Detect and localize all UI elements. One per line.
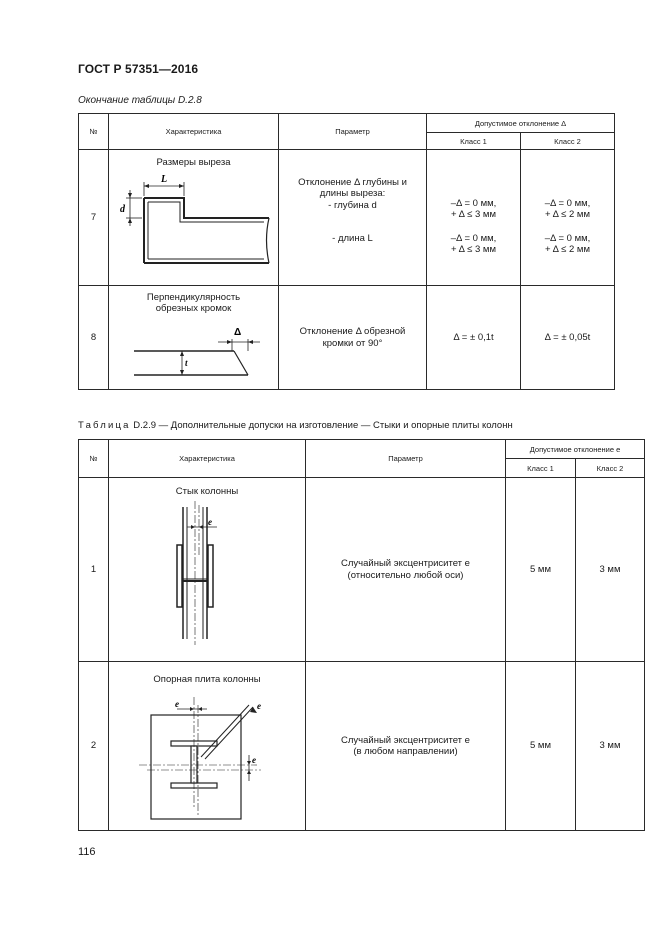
cutout-figure (114, 168, 274, 268)
table-row (79, 150, 615, 286)
label-delta: Δ (233, 326, 241, 338)
param-line1: Отклонение Δ обрезной (299, 326, 406, 338)
characteristic-text: Опорная плита колонны (153, 674, 261, 685)
class2-length-line1: –Δ = 0 мм, (544, 232, 591, 244)
label-d: d (119, 204, 125, 216)
characteristic-cell (109, 150, 279, 286)
parameter-cell (306, 478, 506, 662)
table-title-prefix: Таблица (78, 420, 131, 431)
characteristic-text-1: Перпендикулярность (146, 292, 241, 303)
header-characteristic: Характеристика (109, 114, 279, 150)
header-characteristic: Характеристика (109, 440, 306, 478)
characteristic-cell (109, 286, 279, 390)
label-e: e (208, 517, 212, 528)
class1-cell: 5 мм (506, 662, 576, 831)
perpendicularity-figure (114, 315, 274, 387)
class1-cell: 5 мм (506, 478, 576, 662)
class1-depth-line1: –Δ = 0 мм, (450, 197, 497, 209)
header-parameter: Параметр (279, 114, 427, 150)
characteristic-text: Стык колонны (175, 486, 239, 497)
header-class1: Класс 1 (506, 459, 576, 478)
class1-length-line2: + Δ ≤ 3 мм (451, 243, 496, 255)
class1-cell (427, 150, 521, 286)
characteristic-text: Размеры выреза (156, 157, 231, 168)
table-d29-title (78, 420, 513, 431)
class2-cell: 3 мм (576, 662, 645, 831)
table-row (79, 286, 615, 390)
base-plate-figure (137, 685, 277, 825)
header-parameter: Параметр (306, 440, 506, 478)
header-num: № (79, 114, 109, 150)
param-intro-2: длины выреза: (319, 188, 386, 200)
standard-title: ГОСТ Р 57351—2016 (78, 62, 199, 76)
table-row (79, 662, 645, 831)
class1-cell: Δ = ± 0,1t (427, 286, 521, 390)
column-splice-figure (147, 497, 267, 647)
header-tolerance: Допустимое отклонение e (506, 440, 645, 459)
parameter-cell (306, 662, 506, 831)
class2-cell (521, 150, 615, 286)
header-num: № (79, 440, 109, 478)
class2-length-line2: + Δ ≤ 2 мм (545, 243, 590, 255)
class2-cell: 3 мм (576, 478, 645, 662)
param-depth: - глубина d (328, 199, 377, 211)
class2-depth-line2: + Δ ≤ 2 мм (545, 209, 590, 221)
header-tolerance: Допустимое отклонение Δ (427, 114, 615, 133)
class1-length-line1: –Δ = 0 мм, (450, 232, 497, 244)
table-continuation-caption: Окончание таблицы D.2.8 (78, 95, 202, 106)
label-t: t (184, 357, 188, 368)
row-num: 1 (79, 478, 109, 662)
row-num: 8 (79, 286, 109, 390)
class1-depth-line2: + Δ ≤ 3 мм (451, 209, 496, 221)
characteristic-text-2: обрезных кромок (155, 303, 232, 315)
parameter-cell (279, 286, 427, 390)
characteristic-cell (109, 478, 306, 662)
param-line1: Случайный эксцентриситет e (341, 558, 470, 570)
label-L: L (160, 174, 167, 186)
table-row (79, 478, 645, 662)
table-d29 (78, 439, 645, 831)
label-e-diagonal: e (257, 701, 261, 712)
parameter-cell (279, 150, 427, 286)
header-class1: Класс 1 (427, 133, 521, 150)
header-class2: Класс 2 (521, 133, 615, 150)
table-title-rest: D.2.9 — Дополнительные допуски на изготовление — Стыки и опорные плиты колонн (130, 420, 513, 431)
param-line2: (в любом направлении) (353, 746, 458, 757)
characteristic-cell (109, 662, 306, 831)
class2-cell: Δ = ± 0,05t (521, 286, 615, 390)
label-e-right: e (252, 755, 256, 766)
label-e-top: e (175, 699, 179, 710)
row-num: 7 (79, 150, 109, 286)
page-number: 116 (78, 846, 96, 858)
table-d28 (78, 113, 615, 390)
param-line1: Случайный эксцентриситет e (341, 734, 470, 746)
row-num: 2 (79, 662, 109, 831)
param-length: - длина L (332, 232, 373, 244)
param-intro-1: Отклонение Δ глубины и (298, 176, 407, 188)
param-line2: кромки от 90° (322, 337, 383, 349)
header-class2: Класс 2 (576, 459, 645, 478)
class2-depth-line1: –Δ = 0 мм, (544, 197, 591, 209)
param-line2: (относительно любой оси) (347, 569, 464, 581)
